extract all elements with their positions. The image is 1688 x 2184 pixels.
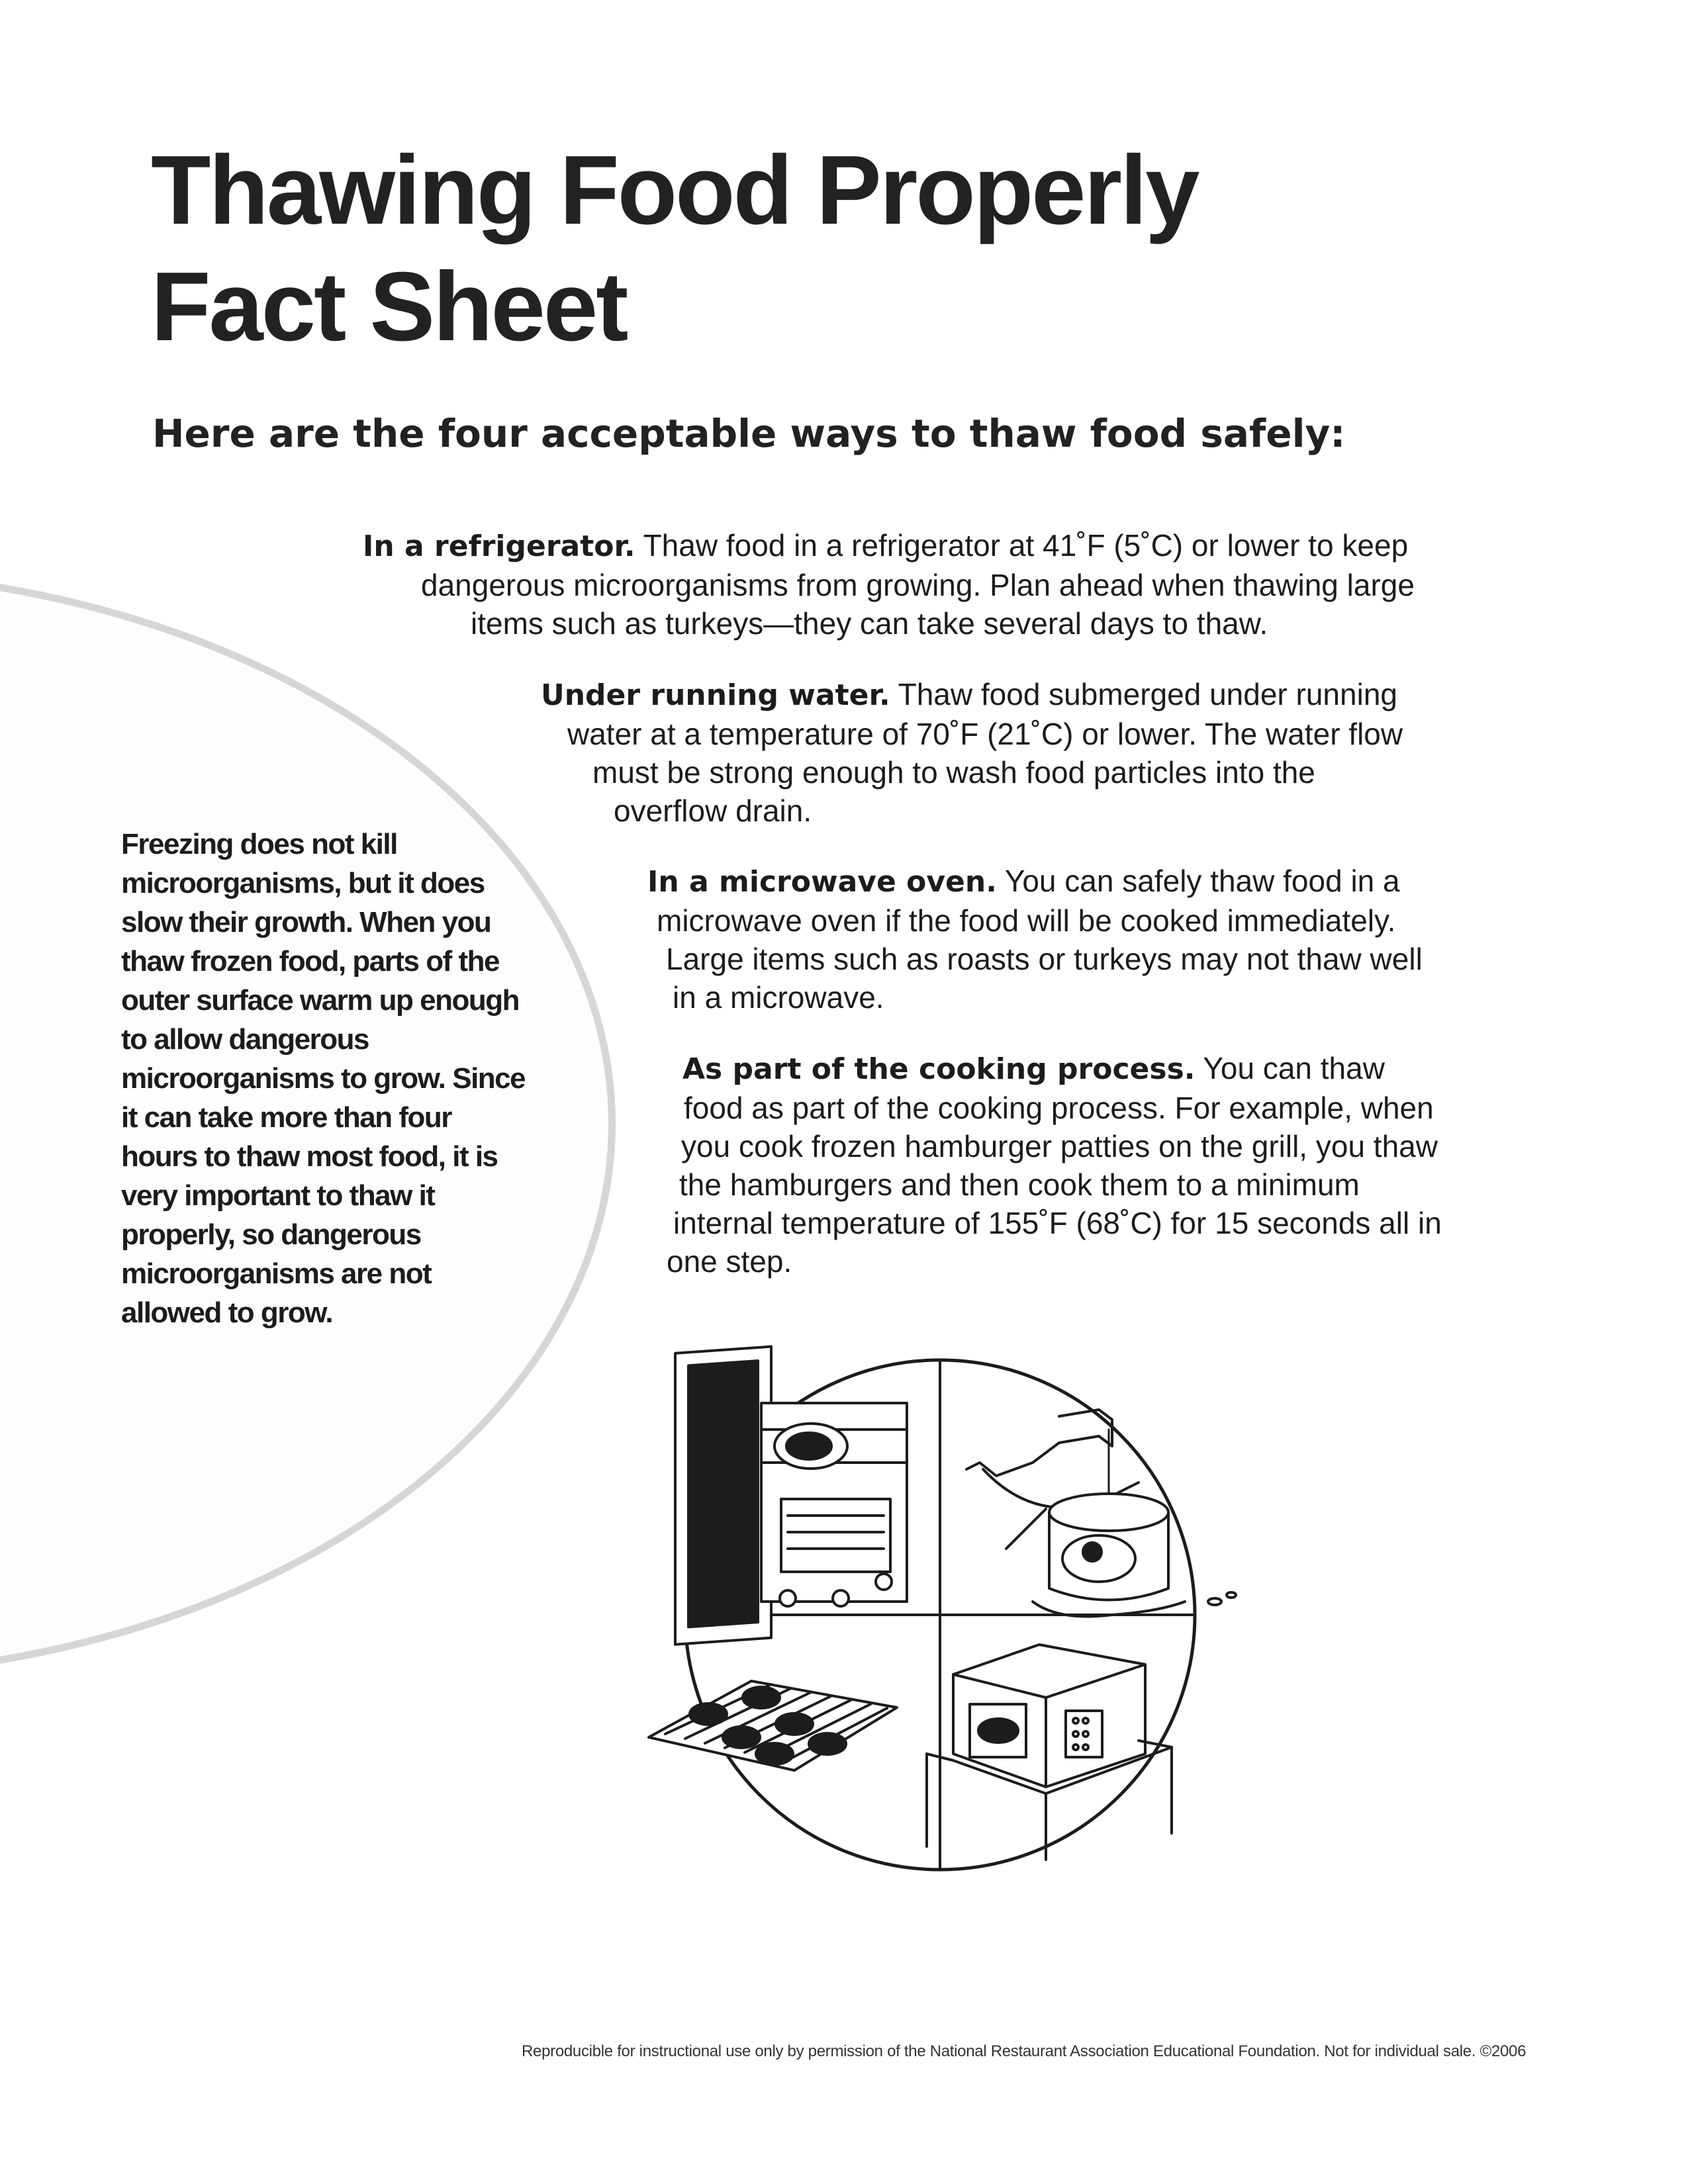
refrigerator-icon bbox=[675, 1347, 907, 1645]
side-note-line: properly, so dangerous bbox=[121, 1218, 421, 1251]
method-line: dangerous microorganisms from growing. Plan ahead when thawing large bbox=[421, 568, 1415, 602]
method-line: As part of the cooking process. You can thaw bbox=[682, 1051, 1385, 1086]
side-note-line: to allow dangerous bbox=[121, 1023, 369, 1056]
side-note-line: slow their growth. When you bbox=[121, 906, 491, 938]
side-note-line: allowed to grow. bbox=[121, 1297, 333, 1329]
method-line: in a microwave. bbox=[673, 980, 884, 1015]
grill-icon bbox=[649, 1681, 897, 1770]
side-note-line: thaw frozen food, parts of the bbox=[121, 945, 499, 978]
method-running-water bbox=[541, 675, 1403, 830]
side-note-line: microorganisms, but it does bbox=[121, 867, 485, 899]
microwave-icon bbox=[927, 1645, 1172, 1860]
method-line: water at a temperature of 70˚F (21˚C) or lower. The water flow bbox=[567, 717, 1403, 751]
method-line: In a refrigerator. Thaw food in a refrigerator at 41˚F (5˚C) or lower to keep bbox=[363, 528, 1409, 563]
running-water-icon bbox=[966, 1410, 1236, 1617]
method-line: overflow drain. bbox=[614, 794, 812, 828]
method-line: Large items such as roasts or turkeys may not thaw well bbox=[666, 942, 1423, 976]
method-heading: In a microwave oven. bbox=[647, 865, 997, 899]
page-title bbox=[151, 132, 1197, 365]
method-refrigerator bbox=[363, 526, 1415, 643]
method-line: you cook frozen hamburger patties on the grill, you thaw bbox=[681, 1129, 1438, 1163]
side-note-line: microorganisms to grow. Since bbox=[121, 1062, 526, 1095]
side-note-line: microorganisms are not bbox=[121, 1257, 432, 1290]
side-note-line: outer surface warm up enough bbox=[121, 984, 519, 1017]
side-note-line: it can take more than four bbox=[121, 1101, 451, 1134]
side-note bbox=[121, 825, 525, 1332]
title-line-1: Thawing Food Properly bbox=[151, 136, 1198, 245]
method-line: items such as turkeys—they can take several days to thaw. bbox=[471, 606, 1268, 641]
method-line: one step. bbox=[667, 1244, 792, 1279]
thawing-methods-illustration bbox=[635, 1330, 1271, 1926]
method-heading: As part of the cooking process. bbox=[682, 1052, 1196, 1086]
subtitle: Here are the four acceptable ways to thaw food safely: bbox=[152, 411, 1346, 456]
method-line: internal temperature of 155˚F (68˚C) for 15 seconds all in bbox=[673, 1206, 1442, 1240]
method-line: the hamburgers and then cook them to a minimum bbox=[679, 1167, 1360, 1202]
method-line: In a microwave oven. You can safely thaw food in a bbox=[647, 864, 1400, 899]
method-heading: Under running water. bbox=[541, 678, 890, 712]
side-note-line: very important to thaw it bbox=[121, 1179, 435, 1212]
method-microwave bbox=[647, 862, 1423, 1017]
method-line: Under running water. Thaw food submerged under running bbox=[541, 677, 1397, 712]
method-line: must be strong enough to wash food particles into the bbox=[592, 755, 1315, 790]
method-heading: In a refrigerator. bbox=[363, 529, 635, 563]
side-note-line: hours to thaw most food, it is bbox=[121, 1140, 498, 1173]
method-line: microwave oven if the food will be cooked immediately. bbox=[657, 903, 1396, 938]
title-line-2: Fact Sheet bbox=[151, 252, 627, 361]
method-line: food as part of the cooking process. For example, when bbox=[684, 1091, 1434, 1125]
method-cooking-process bbox=[667, 1049, 1442, 1281]
side-note-line: Freezing does not kill bbox=[121, 828, 397, 860]
copyright-footer: Reproducible for instructional use only by permission of the National Restaurant Association Educational Foundation. Not for individual sale. ©2006 bbox=[522, 2042, 1526, 2060]
